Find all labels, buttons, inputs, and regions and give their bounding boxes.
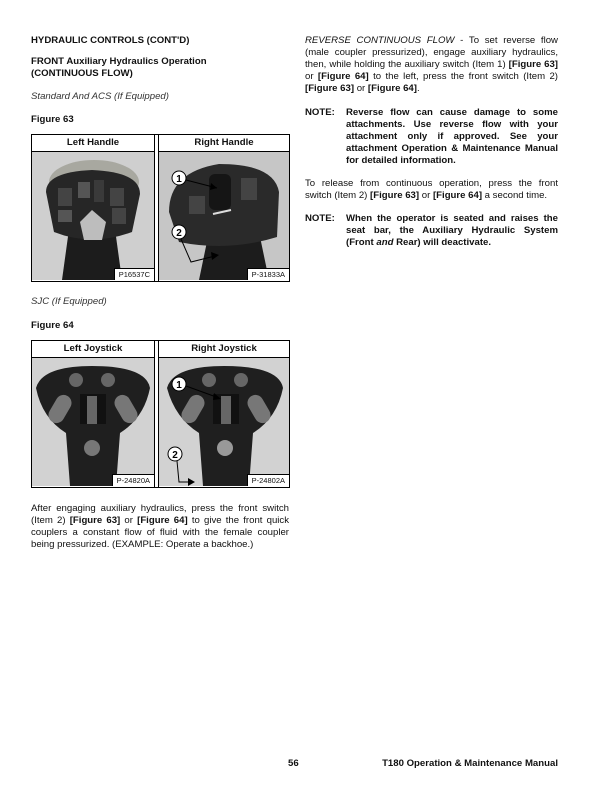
text: Rear) will deactivate. [393,237,492,248]
callout-2: 2 [176,228,182,239]
note-text: Reverse flow can cause damage to some attachments. Use reverse flow with your attachment only if approved. See your attachment Operation & Maintenance Manual for detailed information. [346,107,558,166]
callout-2: 2 [172,450,178,461]
section-title: HYDRAULIC CONTROLS (CONT'D) [31,35,190,46]
figure-ref: [Figure 64] [432,190,483,201]
figure-ref: [Figure 63] [508,59,559,70]
text: To release from continuous operation, press the front switch (Item 2) [305,178,558,201]
figure-64-right-title: Right Joystick [159,341,289,358]
figure-63-right-title: Right Handle [159,135,289,152]
lead-term: REVERSE CONTINUOUS FLOW [305,35,455,46]
figure-63-label: Figure 63 [31,114,74,125]
figure-ref: [Figure 63] [69,515,121,526]
figure-ref: [Figure 63] [305,83,355,94]
text: or [419,190,433,201]
reverse-flow-paragraph [305,35,558,95]
text: or [120,515,138,526]
callout-1: 1 [176,174,182,185]
text: When the operator is seated and raises the seat bar, the Auxiliary Hydraulic System (Front [346,213,558,248]
figure-ref: [Figure 63] [370,190,420,201]
left-handle-photo [32,152,154,280]
page-number: 56 [288,758,299,769]
callout-1: 1 [176,380,182,391]
left-joystick-photo [32,358,154,486]
figure-64 [31,340,290,488]
part-number: P-24802A [247,474,289,486]
figure-63 [31,134,290,282]
note-seat-bar [305,213,558,249]
text: or [354,83,368,94]
figure-ref: [Figure 64] [137,515,188,526]
note-label: NOTE: [305,107,335,118]
left-paragraph [31,503,289,551]
text: . [416,83,420,94]
figure-64-label: Figure 64 [31,320,74,331]
subsection-title-line1: FRONT Auxiliary Hydraulics Operation [31,56,207,67]
variant-label: SJC (If Equipped) [31,296,107,307]
subsection-title [31,56,207,80]
right-joystick-photo [159,358,289,486]
right-handle-photo [159,152,289,280]
note-label: NOTE: [305,213,335,224]
figure-ref: [Figure 64] [317,71,369,82]
text: (Item 2) [31,515,70,526]
release-paragraph [305,178,558,202]
part-number: P-24820A [112,474,154,486]
text: to give the front quick couplers a constant flow of fluid with the female coupler being pressurized. (EXAMPLE: Operate a backhoe.) [31,515,290,550]
part-number: P16537C [114,268,154,280]
figure-64-left-title: Left Joystick [32,341,154,358]
text: - To set reverse flow (male coupler pressurized), engage auxiliary hydraulics, then, while holding the auxiliary switch (Item 1) [305,35,558,70]
text: or [305,71,318,82]
text: a second time. [482,190,548,201]
manual-title: T180 Operation & Maintenance Manual [382,758,558,769]
part-number: P-31833A [247,268,289,280]
subsection-title-line2: (CONTINUOUS FLOW) [31,68,133,79]
figure-63-left-title: Left Handle [32,135,154,152]
text: After engaging auxiliary hydraulics, press the front switch [31,503,289,514]
text: to the left, press the front switch (Item 2) [368,71,558,82]
emphasis: and [376,237,394,248]
figure-ref: [Figure 64] [367,83,417,94]
variant-label: Standard And ACS (If Equipped) [31,91,169,102]
note-reverse-flow [305,107,558,167]
